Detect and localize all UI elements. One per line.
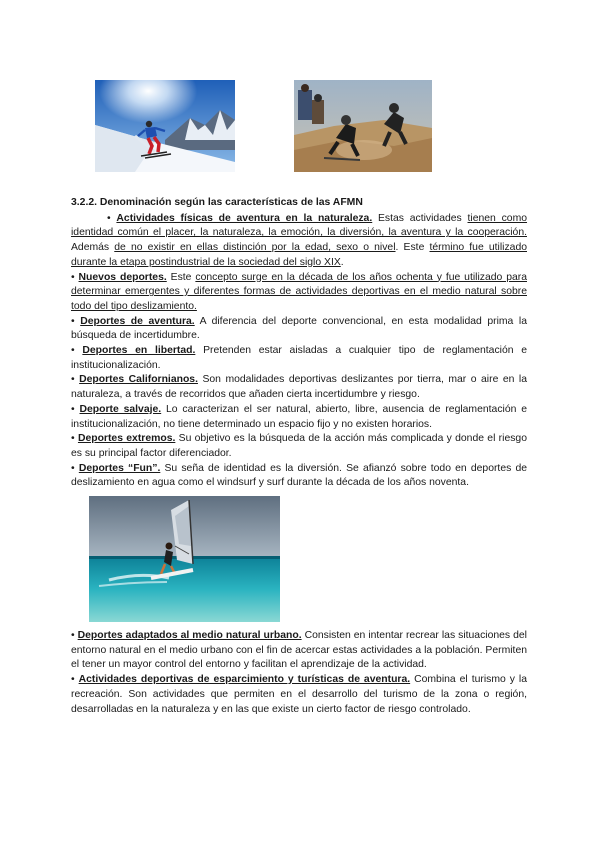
- item-title: Deportes Californianos.: [79, 374, 198, 386]
- skier-photo: [95, 80, 235, 172]
- text-block-lower: [71, 629, 527, 717]
- windsurf-photo: [89, 496, 280, 622]
- section-heading: 3.2.2. Denominación según las características de las AFMN: [71, 197, 363, 208]
- item-title: Deporte salvaje.: [79, 403, 162, 415]
- list-item: • Deportes en libertad. Pretenden estar aisladas a cualquier tipo de reglamentación e institucionalización.: [71, 345, 527, 371]
- item-title: Deportes extremos.: [77, 433, 176, 445]
- item-title: Actividades deportivas de esparcimiento y turísticas de aventura.: [78, 674, 411, 686]
- list-item: • Deportes “Fun”. Su seña de identidad es la diversión. Se afianzó sobre todo en deportes de deslizamiento en agua como el windsurf y surf durante la década de los años noventa.: [71, 462, 528, 489]
- sandboard-photo: [294, 80, 432, 172]
- list-item: • Deportes extremos. Su objetivo es la búsqueda de la acción más complicada y donde el riesgo es su principal factor diferenciador.: [71, 433, 527, 459]
- text-block-upper: [71, 196, 527, 491]
- list-item: • Actividades deportivas de esparcimiento y turísticas de aventura. Combina el turismo y la recreación. Son actividades que permiten en el desarrollo del turismo de la zona o región, desarrolladas en la naturaleza y en las que existe un cierto factor de riesgo controlado.: [71, 674, 527, 715]
- item-title: Deportes “Fun”.: [78, 462, 161, 474]
- list-item: • Nuevos deportes. Este concepto surge en la década de los años ochenta y fue utilizado para determinar emergentes y diferentes formas de actividades deportivas en el medio natural sobre todo del tipo deslizamiento.: [71, 271, 527, 312]
- list-item: • Deportes Californianos. Son modalidades deportivas deslizantes por tierra, mar o aire en la naturaleza, a través de recorridos que añaden cierta incertidumbre y riesgo.: [71, 374, 527, 401]
- list-item: • Deportes de aventura. A diferencia del deporte convencional, en esta modalidad prima la búsqueda de incertidumbre.: [71, 315, 527, 342]
- list-item: • Actividades físicas de aventura en la naturaleza. Estas actividades tienen como identidad común el placer, la naturaleza, la emoción, la diversión, la aventura y la cooperación. Además de no existir en ellas distinción por la edad, sexo o nivel. Este término fue utilizado durante la etapa postindustrial de la sociedad del siglo XIX.: [71, 212, 528, 268]
- item-title: Deportes en libertad.: [82, 345, 196, 357]
- list-item: • Deportes adaptados al medio natural urbano. Consisten en intentar recrear las situaciones del entorno natural en el medio urbano con el fin de acercar estas actividades a la población. Permiten el tener un mayor control del entorno y facilitan el aprendizaje de la actividad.: [71, 630, 527, 671]
- item-title: Nuevos deportes.: [78, 271, 167, 283]
- item-title: Deportes adaptados al medio natural urbano.: [77, 630, 302, 641]
- item-title: Actividades físicas de aventura en la naturaleza.: [116, 212, 373, 224]
- list-item: • Deporte salvaje. Lo caracterizan el ser natural, abierto, libre, ausencia de reglamentación e institucionalización, no tiene determinado un espacio fijo y no existen horarios.: [71, 403, 528, 430]
- item-title: Deportes de aventura.: [80, 315, 195, 327]
